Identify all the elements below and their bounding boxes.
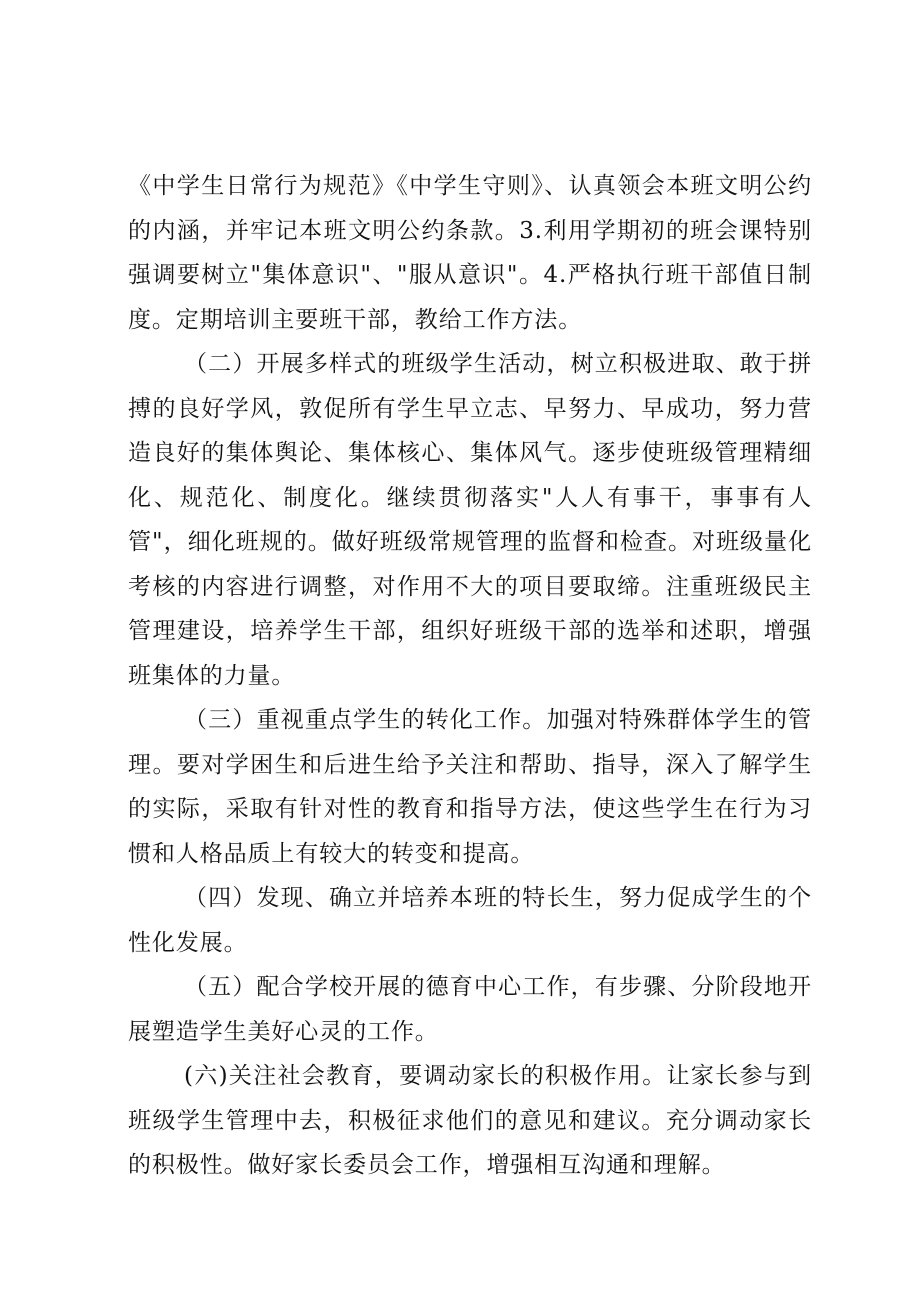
paragraph-section-6: (六)关注社会教育，要调动家长的积极作用。让家长参与到班级学生管理中去，积极征求他们的意见和建议。充分调动家长的积极性。做好家长委员会工作，增强相互沟通和理解。 xyxy=(128,1063,812,1178)
document-body xyxy=(128,164,812,1188)
paragraph-section-5: （五）配合学校开展的德育中心工作，有步骤、分阶段地开展塑造学生美好心灵的工作。 xyxy=(128,974,812,1045)
paragraph-continued: 《中学生日常行为规范》《中学生守则》、认真领会本班文明公约的内涵，并牢记本班文明公约条款。3.利用学期初的班会课特别强调要树立"集体意识"、"服从意识"。4.严格执行班干部值日制度。定期培训主要班干部，教给工作方法。 xyxy=(128,173,812,333)
paragraph-section-4: （四）发现、确立并培养本班的特长生，努力促成学生的个性化发展。 xyxy=(128,885,812,956)
paragraph-section-3: （三）重视重点学生的转化工作。加强对特殊群体学生的管理。要对学困生和后进生给予关注和帮助、指导，深入了解学生的实际，采取有针对性的教育和指导方法，使这些学生在行为习惯和人格品质上有较大的转变和提高。 xyxy=(128,707,812,867)
paragraph-section-2: （二）开展多样式的班级学生活动，树立积极进取、敢于拼搏的良好学风，敦促所有学生早立志、早努力、早成功，努力营造良好的集体舆论、集体核心、集体风气。逐步使班级管理精细化、规范化、制度化。继续贯彻落实"人人有事干，事事有人管"，细化班规的。做好班级常规管理的监督和检查。对班级量化考核的内容进行调整，对作用不大的项目要取缔。注重班级民主管理建设，培养学生干部，组织好班级干部的选举和述职，增强班集体的力量。 xyxy=(128,351,812,689)
